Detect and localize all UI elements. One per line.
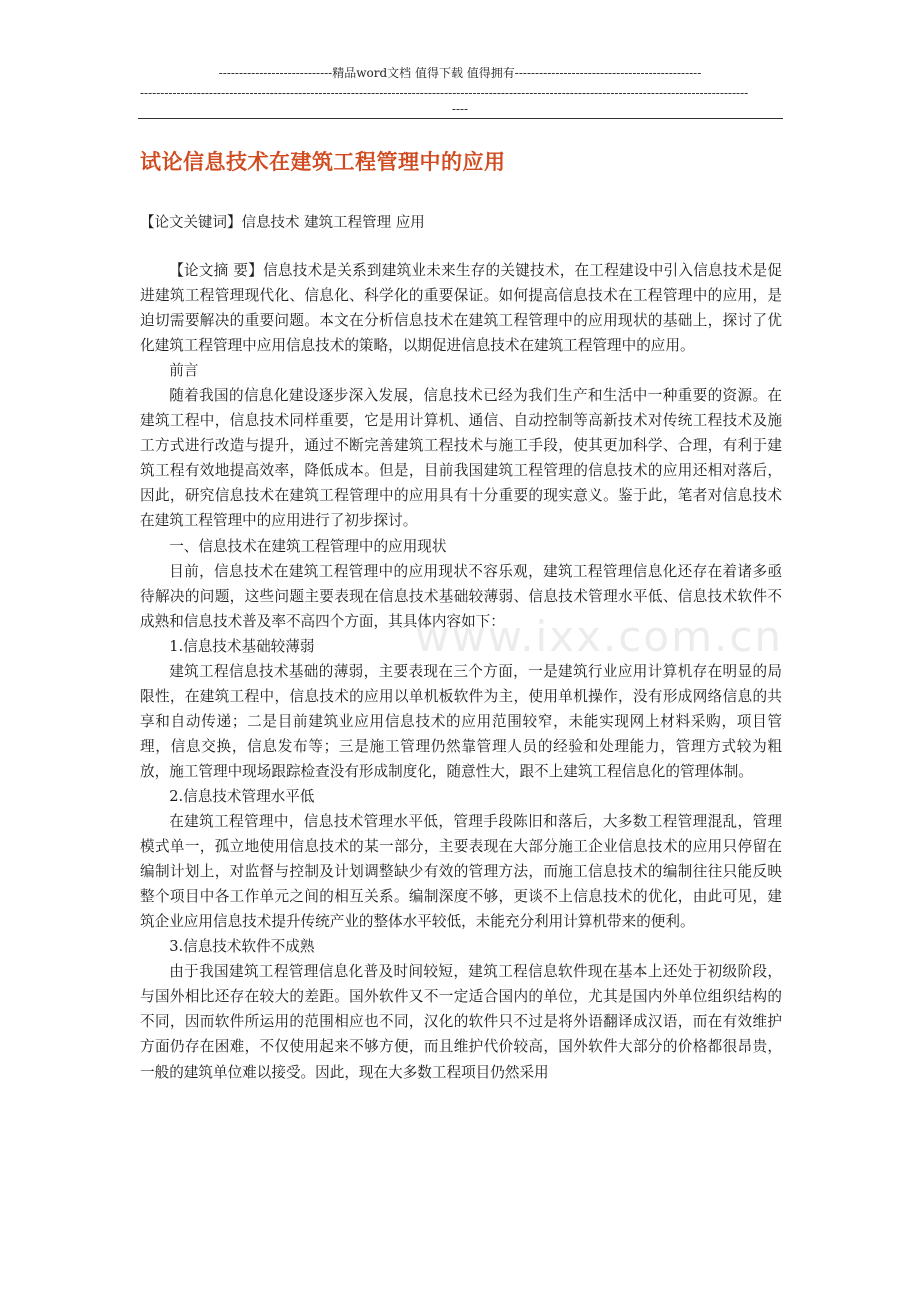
- document-body: [140, 258, 782, 1085]
- header-dash-tail: ----: [451, 102, 469, 116]
- body-paragraph: 建筑工程信息技术基础的薄弱，主要表现在三个方面，一是建筑行业应用计算机存在明显的局限性，在建筑工程中，信息技术的应用以单机板软件为主，使用单机操作，没有形成网络信息的共享和自动传递；二是目前建筑业应用信息技术的应用范围较窄，未能实现网上材料采购，项目管理，信息交换，信息发布等；三是施工管理仍然靠管理人员的经验和处理能力，管理方式较为粗放，施工管理中现场跟踪检查没有形成制度化，随意性大，跟不上建筑工程信息化的管理体制。: [140, 662, 782, 780]
- body-paragraph: 由于我国建筑工程管理信息化普及时间较短，建筑工程信息软件现在基本上还处于初级阶段，与国外相比还存在较大的差距。国外软件又不一定适合国内的单位，尤其是国内外单位组织结构的不同，因而软件所运用的范围相应也不同，汉化的软件只不过是将外语翻译成汉语，而在有效维护方面仍存在困难，不仅使用起来不够方便，而且维护代价较高，国外软件大部分的价格都很昂贵，一般的建筑单位难以接受。因此，现在大多数工程项目仍然采用: [140, 963, 782, 1081]
- body-paragraph: 目前，信息技术在建筑工程管理中的应用现状不容乐观，建筑工程管理信息化还存在着诸多亟待解决的问题，这些问题主要表现在信息技术基础较薄弱、信息技术管理水平低、信息技术软件不成熟和信息技术普及率不高四个方面，其具体内容如下：: [140, 562, 782, 630]
- header-banner: ----------------------------精品word文档 值得下载 值得拥有----------------------------------------------: [218, 66, 702, 80]
- section-heading-preface: 前言: [169, 362, 199, 380]
- keywords-line: 【论文关键词】信息技术 建筑工程管理 应用: [140, 215, 425, 231]
- header-dash-line: ------------------------------------------------------------------------------------------------------------------------------------------------------: [140, 86, 749, 100]
- watermark: www.ixx.com.cn: [415, 612, 784, 661]
- body-paragraph: 在建筑工程管理中，信息技术管理水平低，管理手段陈旧和落后，大多数工程管理混乱，管理模式单一，孤立地使用信息技术的某一部分，主要表现在大部分施工企业信息技术的应用只停留在编制计划上，对监督与控制及计划调整缺少有效的管理方法，而施工信息技术的编制往往只能反映整个项目中各工作单元之间的相互关系。编制深度不够，更谈不上信息技术的优化，由此可见，建筑企业应用信息技术提升传统产业的整体水平较低，未能充分利用计算机带来的便利。: [140, 813, 782, 931]
- document-title: 试论信息技术在建筑工程管理中的应用: [140, 149, 506, 174]
- header-rule: [138, 118, 783, 119]
- subsection-heading-1: 1.信息技术基础较薄弱: [169, 637, 315, 655]
- subsection-heading-3: 3.信息技术软件不成熟: [169, 938, 315, 956]
- body-paragraph: 随着我国的信息化建设逐步深入发展，信息技术已经为我们生产和生活中一种重要的资源。在建筑工程中，信息技术同样重要，它是用计算机、通信、自动控制等高新技术对传统工程技术及施工方式进行改造与提升，通过不断完善建筑工程技术与施工手段，使其更加科学、合理，有利于建筑工程有效地提高效率，降低成本。但是，目前我国建筑工程管理的信息技术的应用还相对落后，因此，研究信息技术在建筑工程管理中的应用具有十分重要的现实意义。鉴于此，笔者对信息技术在建筑工程管理中的应用进行了初步探讨。: [140, 387, 782, 530]
- section-heading-1: 一、信息技术在建筑工程管理中的应用现状: [169, 537, 447, 555]
- abstract-paragraph: 【论文摘 要】信息技术是关系到建筑业未来生存的关键技术，在工程建设中引入信息技术是促进建筑工程管理现代化、信息化、科学化的重要保证。如何提高信息技术在工程管理中的应用，是迫切需要解决的重要问题。本文在分析信息技术在建筑工程管理中的应用现状的基础上，探讨了优化建筑工程管理中应用信息技术的策略，以期促进信息技术在建筑工程管理中的应用。: [140, 262, 782, 355]
- subsection-heading-2: 2.信息技术管理水平低: [169, 787, 315, 805]
